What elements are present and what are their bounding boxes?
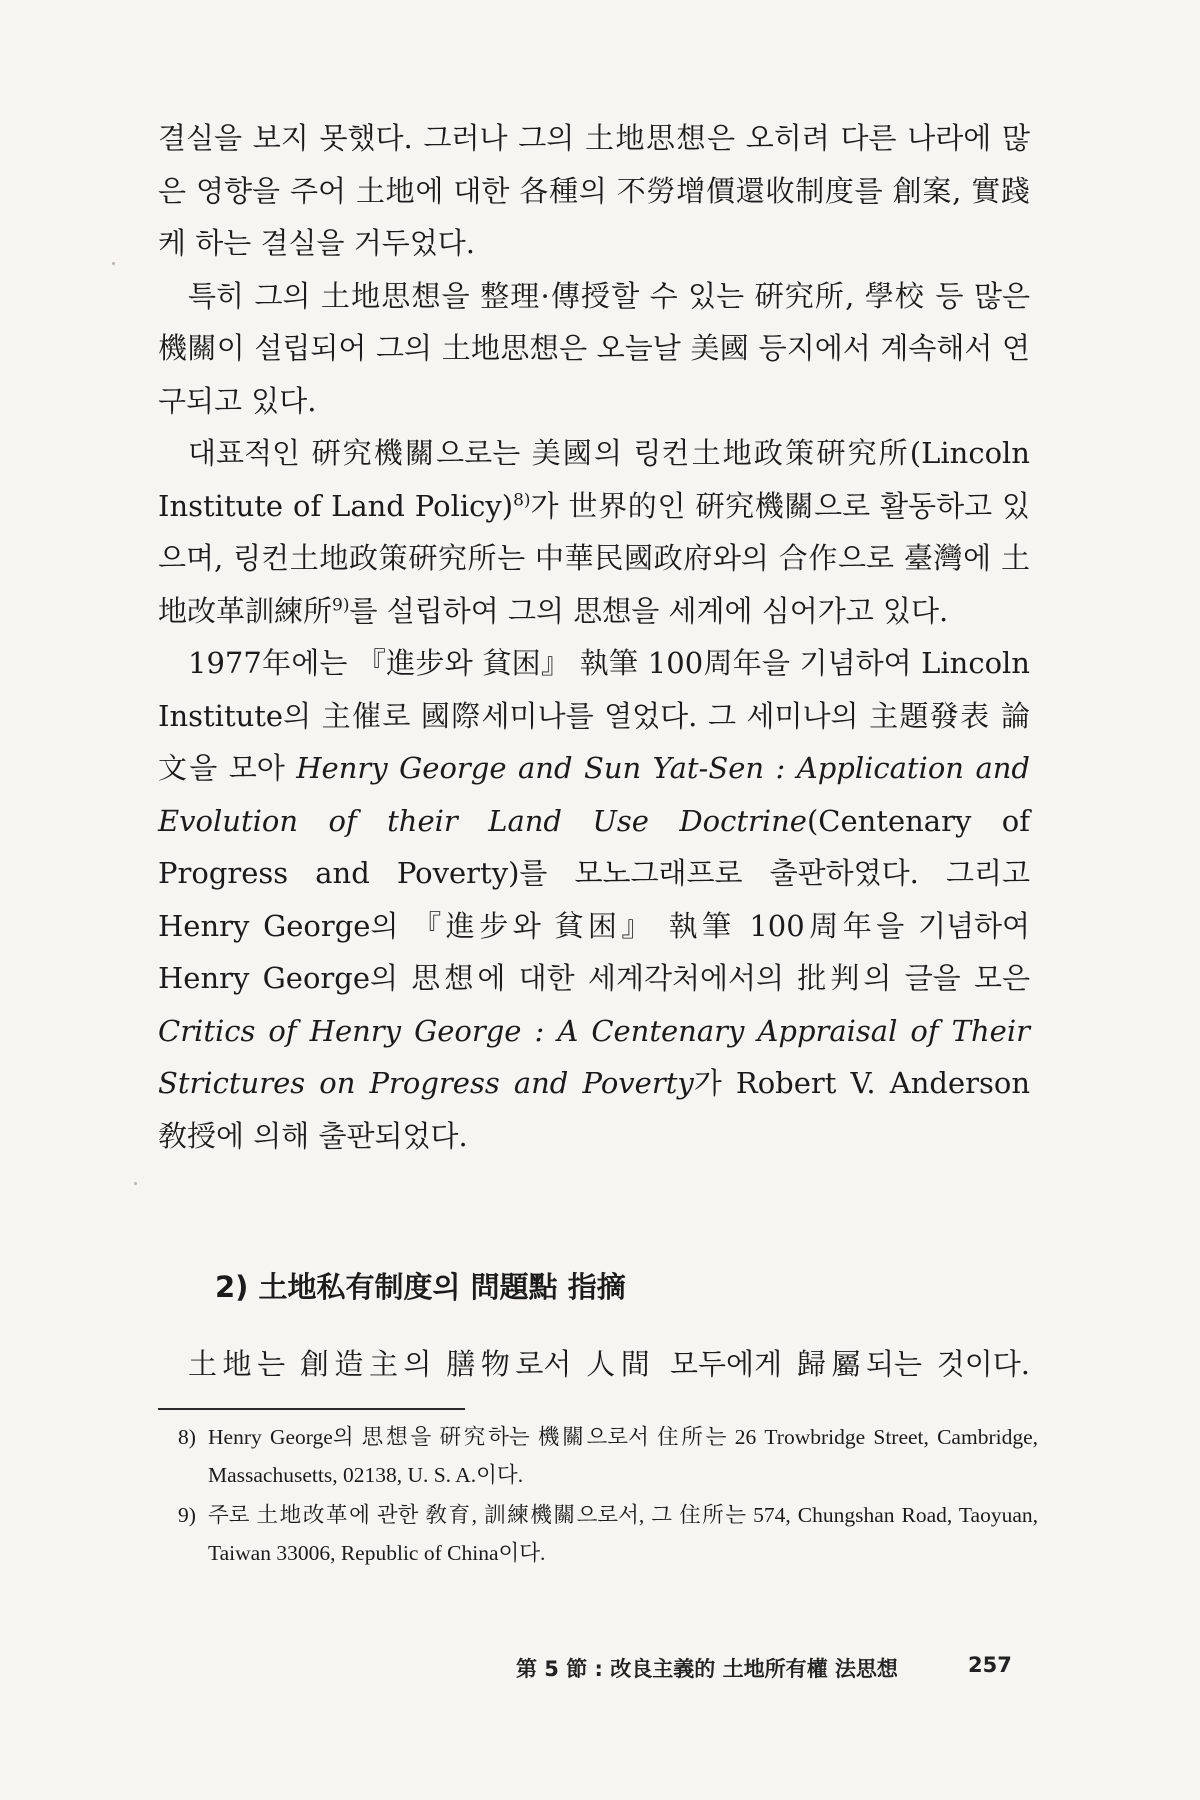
paragraph-3 xyxy=(158,427,1030,637)
scan-speck xyxy=(134,1182,137,1185)
paragraph-1: 결실을 보지 못했다. 그러나 그의 土地思想은 오히려 다른 나라에 많은 영향을 주어 土地에 대한 各種의 不勞增價還收制度를 創案, 實踐케 하는 결실을 거두었다. xyxy=(158,121,1030,260)
paragraph-4-part-a: 1977年에는 『進步와 貧困』 執筆 100周年을 기념하여 Lincoln Institute의 主催로 國際세미나를 열었다. 그 세미나의 主題發表 論文을 모아 xyxy=(158,646,1030,785)
paragraph-2: 특히 그의 土地思想을 整理·傳授할 수 있는 硏究所, 學校 등 많은 機關이 설립되어 그의 土地思想은 오늘날 美國 등지에서 계속해서 연구되고 있다. xyxy=(158,278,1030,418)
footnote-text: 주로 土地改革에 관한 敎育, 訓練機關으로서, 그 住所는 574, Chungshan Road, Taoyuan, Taiwan 33006, Republic of China이다. xyxy=(208,1503,1038,1565)
section-heading: 2) 土地私有制度의 問題點 指摘 xyxy=(215,1270,626,1304)
footnote-number: 9) xyxy=(178,1503,196,1527)
paragraph-3-part-b: 가 世界的인 硏究機關으로 활동하고 있으며, 링컨土地政策硏究所는 中華民國政府와의 合作으로 臺灣에 土地改革訓練所 xyxy=(158,488,1031,628)
paragraph-3-part-c: 를 설립하여 그의 思想을 세계에 심어가고 있다. xyxy=(349,593,949,628)
footnote-divider xyxy=(158,1408,465,1410)
footnote-ref-9: 9) xyxy=(332,594,350,615)
section-first-paragraph: 土地는 創造主의 膳物로서 人間 모두에게 歸屬되는 것이다. xyxy=(188,1347,1030,1381)
body-text xyxy=(158,112,1030,1162)
book-title-henry-george-sun-yat-sen: Henry George and Sun Yat-Sen : Application and Evolution of their Land Use Doctrine xyxy=(158,751,1030,838)
footnote-text: Henry George의 思想을 硏究하는 機關으로서 住所는 26 Trowbridge Street, Cambridge, Massachusetts, 02138, U. S. A.이다. xyxy=(208,1425,1038,1487)
footnote-ref-8: 8) xyxy=(513,489,531,510)
paragraph-4-part-b: (Centenary of Progress and Poverty)를 모노그래프로 출판하였다. 그리고 Henry George의 『進步와 貧困』 執筆 100周年을 기념하여 Henry George의 思想에 대한 세계각처에서의 批判의 글을 모은 xyxy=(158,803,1030,995)
scan-speck xyxy=(112,262,115,265)
paragraph-3-part-a: 대표적인 硏究機關으로는 美國의 링컨土地政策硏究所(Lincoln Institute of Land Policy) xyxy=(158,436,1030,523)
footnote-number: 8) xyxy=(178,1425,196,1449)
paragraph-4 xyxy=(158,637,1030,1162)
footnotes xyxy=(178,1418,1038,1574)
page-number: 257 xyxy=(968,1653,1012,1677)
paragraph-4-part-c: 가 Robert V. Anderson 敎授에 의해 출판되었다. xyxy=(158,1066,1031,1153)
footnote-8 xyxy=(178,1418,1038,1494)
book-title-critics-of-henry-george: Critics of Henry George : A Centenary Appraisal of Their Strictures on Progress and Poverty xyxy=(158,1013,1030,1100)
footnote-9 xyxy=(178,1496,1038,1572)
running-footer-title: 第 5 節 : 改良主義的 土地所有權 法思想 xyxy=(516,1657,898,1681)
